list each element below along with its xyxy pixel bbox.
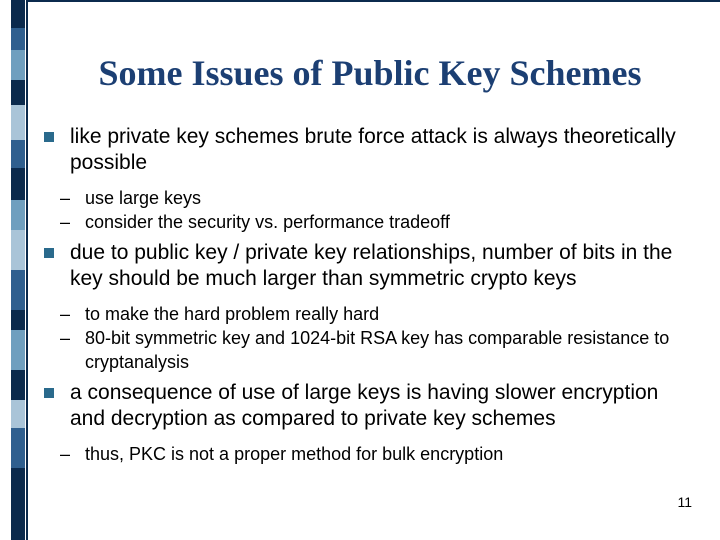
sub-bullet-item bbox=[60, 442, 684, 466]
sub-bullet-text: to make the hard problem really hard bbox=[85, 304, 380, 324]
bullet-group-1 bbox=[44, 124, 684, 234]
slide-content bbox=[44, 124, 684, 472]
strip-block bbox=[11, 400, 25, 428]
square-bullet-icon bbox=[44, 132, 54, 142]
sub-bullet-text: consider the security vs. performance tradeoff bbox=[85, 212, 450, 232]
bullet-group-2 bbox=[44, 240, 684, 374]
bullet-item bbox=[44, 124, 684, 176]
strip-block bbox=[11, 428, 25, 468]
dash-icon: – bbox=[60, 304, 71, 324]
square-bullet-icon bbox=[44, 248, 54, 258]
sub-bullet-text: thus, PKC is not a proper method for bulk encryption bbox=[85, 444, 504, 464]
dash-icon: – bbox=[60, 328, 71, 348]
strip-block bbox=[11, 0, 25, 28]
strip-block bbox=[11, 28, 25, 50]
sub-bullet-list bbox=[60, 302, 684, 374]
dash-icon: – bbox=[60, 188, 71, 208]
square-bullet-icon bbox=[44, 388, 54, 398]
bullet-group-3 bbox=[44, 380, 684, 466]
bullet-text: due to public key / private key relationships, number of bits in the key should be much larger than symmetric crypto keys bbox=[70, 241, 673, 290]
strip-block bbox=[11, 270, 25, 310]
strip-block bbox=[11, 330, 25, 370]
strip-block bbox=[11, 468, 25, 540]
dash-icon: – bbox=[60, 212, 71, 232]
sub-bullet-list bbox=[60, 442, 684, 466]
strip-block bbox=[11, 370, 25, 400]
sub-bullet-item bbox=[60, 326, 684, 374]
dash-icon: – bbox=[60, 444, 71, 464]
strip-block bbox=[11, 168, 25, 200]
page-number: 11 bbox=[677, 494, 692, 510]
strip-block bbox=[11, 310, 25, 330]
slide-title: Some Issues of Public Key Schemes bbox=[98, 53, 642, 93]
sub-bullet-item bbox=[60, 302, 684, 326]
strip-block bbox=[11, 140, 25, 168]
sub-bullet-list bbox=[60, 186, 684, 234]
top-border-line bbox=[28, 0, 720, 2]
sub-bullet-text: 80-bit symmetric key and 1024-bit RSA key has comparable resistance to cryptanalysis bbox=[85, 328, 670, 372]
strip-block bbox=[11, 200, 25, 230]
bullet-item bbox=[44, 240, 684, 292]
strip-block bbox=[11, 105, 25, 140]
strip-block bbox=[11, 230, 25, 270]
sub-bullet-item bbox=[60, 186, 684, 210]
bullet-text: a consequence of use of large keys is having slower encryption and decryption as compared to private key schemes bbox=[70, 381, 659, 430]
sub-bullet-text: use large keys bbox=[85, 188, 202, 208]
sub-bullet-item bbox=[60, 210, 684, 234]
bullet-text: like private key schemes brute force attack is always theoretically possible bbox=[70, 125, 676, 174]
bullet-item bbox=[44, 380, 684, 432]
